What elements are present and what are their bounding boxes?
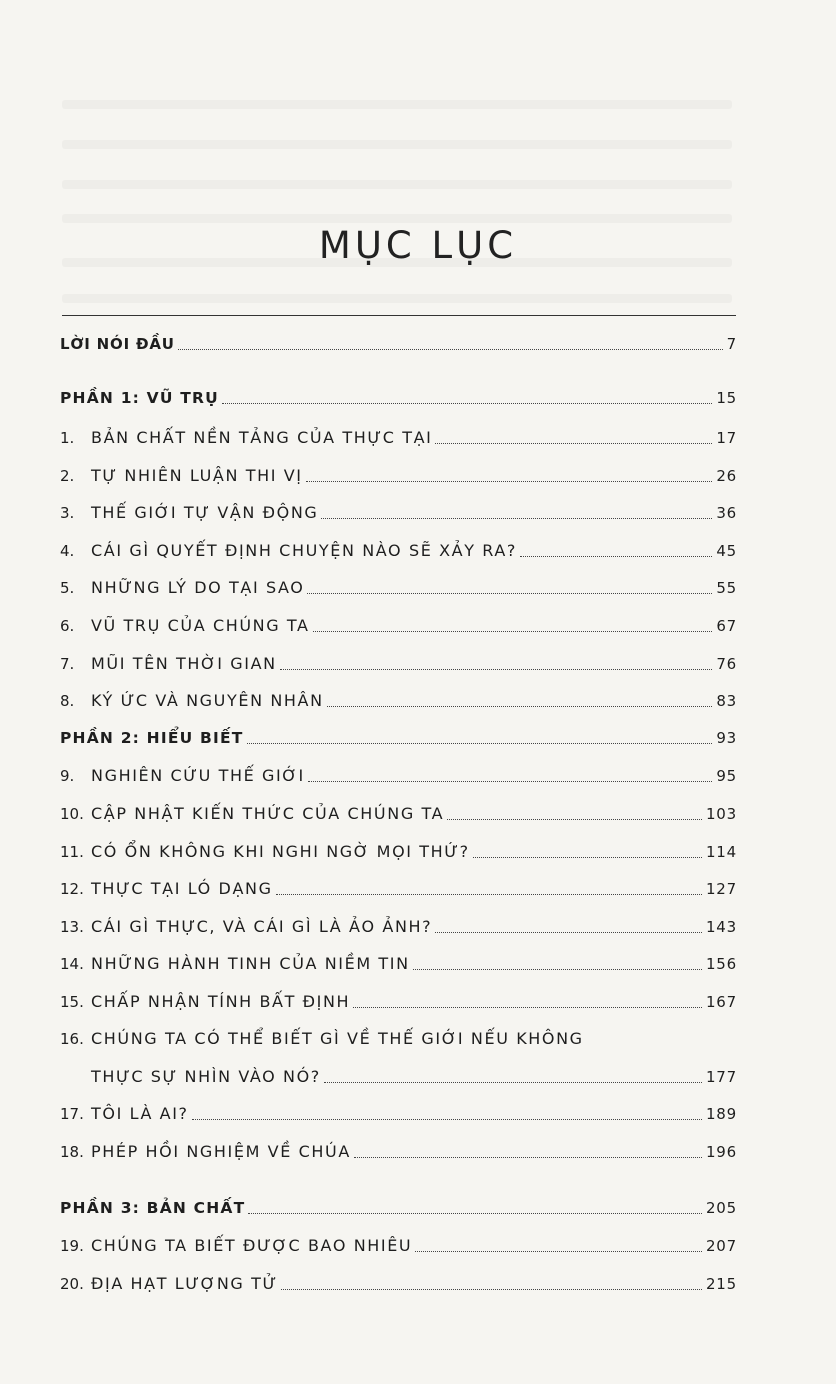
dot-leader xyxy=(248,1212,702,1214)
chapter-number: 5. xyxy=(60,579,75,597)
chapter-title: BẢN CHẤT NỀN TẢNG CỦA THỰC TẠI xyxy=(91,428,433,447)
page-number: 17 xyxy=(716,429,737,447)
page-number: 143 xyxy=(705,918,737,936)
dot-leader xyxy=(276,893,702,895)
toc-chapter[interactable] xyxy=(60,497,737,523)
toc-part-1[interactable] xyxy=(60,382,737,408)
chapter-number: 7. xyxy=(60,655,75,673)
dot-leader xyxy=(306,480,713,482)
chapter-title: VŨ TRỤ CỦA CHÚNG TA xyxy=(91,616,310,635)
chapter-number: 15. xyxy=(60,993,84,1011)
dot-leader xyxy=(415,1250,702,1252)
page-number: 205 xyxy=(705,1199,737,1217)
chapter-title: CẬP NHẬT KIẾN THỨC CỦA CHÚNG TA xyxy=(91,804,445,823)
chapter-title: TỰ NHIÊN LUẬN THI VỊ xyxy=(91,466,303,485)
chapter-number: 14. xyxy=(60,955,84,973)
chapter-number: 2. xyxy=(60,467,75,485)
chapter-title: ĐỊA HẠT LƯỢNG TỬ xyxy=(91,1274,278,1293)
dot-leader xyxy=(247,742,713,744)
dot-leader xyxy=(473,856,702,858)
chapter-title: KÝ ỨC VÀ NGUYÊN NHÂN xyxy=(91,691,324,710)
dot-leader xyxy=(321,517,712,519)
toc-chapter[interactable] xyxy=(60,572,737,598)
entry-label: LỜI NÓI ĐẦU xyxy=(60,335,175,353)
chapter-title: TÔI LÀ AI? xyxy=(91,1104,189,1123)
toc-chapter-line-2[interactable] xyxy=(60,1061,737,1087)
toc-chapter[interactable] xyxy=(60,986,737,1012)
chapter-title: NHỮNG LÝ DO TẠI SAO xyxy=(91,578,305,597)
toc-chapter[interactable] xyxy=(60,798,737,824)
toc-chapter[interactable] xyxy=(60,535,737,561)
dot-leader xyxy=(354,1156,702,1158)
chapter-title: CHÚNG TA BIẾT ĐƯỢC BAO NHIÊU xyxy=(91,1236,413,1255)
chapter-number: 20. xyxy=(60,1275,84,1293)
toc-chapter[interactable] xyxy=(60,760,737,786)
page-number: 189 xyxy=(705,1105,737,1123)
chapter-title: CÓ ỔN KHÔNG KHI NGHI NGỜ MỌI THỨ? xyxy=(91,842,470,861)
chapter-title: THẾ GIỚI TỰ VẬN ĐỘNG xyxy=(91,503,319,522)
toc-part-2[interactable] xyxy=(60,722,737,748)
chapter-number: 17. xyxy=(60,1105,84,1123)
toc-part-3[interactable] xyxy=(60,1192,737,1218)
toc-chapter[interactable] xyxy=(60,1136,737,1162)
chapter-number: 18. xyxy=(60,1143,84,1161)
part-label: PHẦN 1: VŨ TRỤ xyxy=(60,389,219,407)
toc-chapter-line-1[interactable] xyxy=(60,1023,737,1049)
page-number: 45 xyxy=(716,542,737,560)
dot-leader xyxy=(281,1288,702,1290)
dot-leader xyxy=(413,968,702,970)
page-number: 156 xyxy=(705,955,737,973)
page-number: 36 xyxy=(716,504,737,522)
chapter-number: 13. xyxy=(60,918,84,936)
page-number: 177 xyxy=(705,1068,737,1086)
toc-chapter[interactable] xyxy=(60,1230,737,1256)
chapter-title-continued: THỰC SỰ NHÌN VÀO NÓ? xyxy=(91,1067,321,1086)
page-number: 7 xyxy=(726,335,737,353)
chapter-title: THỰC TẠI LÓ DẠNG xyxy=(91,879,273,898)
toc-chapter[interactable] xyxy=(60,1268,737,1294)
chapter-number: 12. xyxy=(60,880,84,898)
toc-chapter[interactable] xyxy=(60,610,737,636)
page-number: 55 xyxy=(716,579,737,597)
part-label: PHẦN 2: HIỂU BIẾT xyxy=(60,729,244,747)
page-number: 83 xyxy=(716,692,737,710)
toc-chapter[interactable] xyxy=(60,1098,737,1124)
dot-leader xyxy=(324,1081,702,1083)
toc-chapter[interactable] xyxy=(60,836,737,862)
dot-leader xyxy=(192,1118,702,1120)
chapter-title: PHÉP HỒI NGHIỆM VỀ CHÚA xyxy=(91,1142,351,1161)
page-number: 196 xyxy=(705,1143,737,1161)
chapter-number: 10. xyxy=(60,805,84,823)
chapter-number: 6. xyxy=(60,617,75,635)
chapter-title: CHẤP NHẬN TÍNH BẤT ĐỊNH xyxy=(91,992,351,1011)
chapter-title: CÁI GÌ THỰC, VÀ CÁI GÌ LÀ ẢO ẢNH? xyxy=(91,917,433,936)
toc-chapter[interactable] xyxy=(60,948,737,974)
chapter-number: 16. xyxy=(60,1030,84,1048)
chapter-title: CHÚNG TA CÓ THỂ BIẾT GÌ VỀ THẾ GIỚI NẾU KHÔNG xyxy=(91,1029,584,1048)
dot-leader xyxy=(308,780,712,782)
toc-entry-preface[interactable] xyxy=(60,328,737,354)
page-number: 167 xyxy=(705,993,737,1011)
dot-leader xyxy=(447,818,702,820)
dot-leader xyxy=(520,555,712,557)
toc-chapter[interactable] xyxy=(60,911,737,937)
page-number: 215 xyxy=(705,1275,737,1293)
chapter-number: 8. xyxy=(60,692,75,710)
page-number: 76 xyxy=(716,655,737,673)
chapter-number: 19. xyxy=(60,1237,84,1255)
dot-leader xyxy=(222,402,712,404)
toc-chapter[interactable] xyxy=(60,460,737,486)
dot-leader xyxy=(280,668,713,670)
chapter-title: NHỮNG HÀNH TINH CỦA NIỀM TIN xyxy=(91,954,410,973)
toc-chapter[interactable] xyxy=(60,648,737,674)
dot-leader xyxy=(353,1006,702,1008)
chapter-number: 3. xyxy=(60,504,75,522)
chapter-number: 9. xyxy=(60,767,75,785)
dot-leader xyxy=(307,592,712,594)
chapter-number: 4. xyxy=(60,542,75,560)
part-label: PHẦN 3: BẢN CHẤT xyxy=(60,1199,246,1217)
dot-leader xyxy=(178,348,723,350)
page-number: 103 xyxy=(705,805,737,823)
page-number: 207 xyxy=(705,1237,737,1255)
page-number: 127 xyxy=(705,880,737,898)
chapter-number: 11. xyxy=(60,843,84,861)
dot-leader xyxy=(313,630,713,632)
dot-leader xyxy=(435,931,702,933)
page-number: 93 xyxy=(716,729,737,747)
chapter-number: 1. xyxy=(60,429,75,447)
toc-chapter[interactable] xyxy=(60,422,737,448)
page-number: 114 xyxy=(705,843,737,861)
chapter-title: NGHIÊN CỨU THẾ GIỚI xyxy=(91,766,305,785)
page-number: 26 xyxy=(716,467,737,485)
page-number: 95 xyxy=(716,767,737,785)
page-number: 67 xyxy=(716,617,737,635)
chapter-title: CÁI GÌ QUYẾT ĐỊNH CHUYỆN NÀO SẼ XẢY RA? xyxy=(91,541,517,560)
toc-chapter[interactable] xyxy=(60,873,737,899)
dot-leader xyxy=(327,705,713,707)
chapter-title: MŨI TÊN THỜI GIAN xyxy=(91,654,277,673)
toc-chapter[interactable] xyxy=(60,685,737,711)
page-number: 15 xyxy=(716,389,737,407)
dot-leader xyxy=(435,442,712,444)
page-title: MỤC LỤC xyxy=(318,224,518,267)
